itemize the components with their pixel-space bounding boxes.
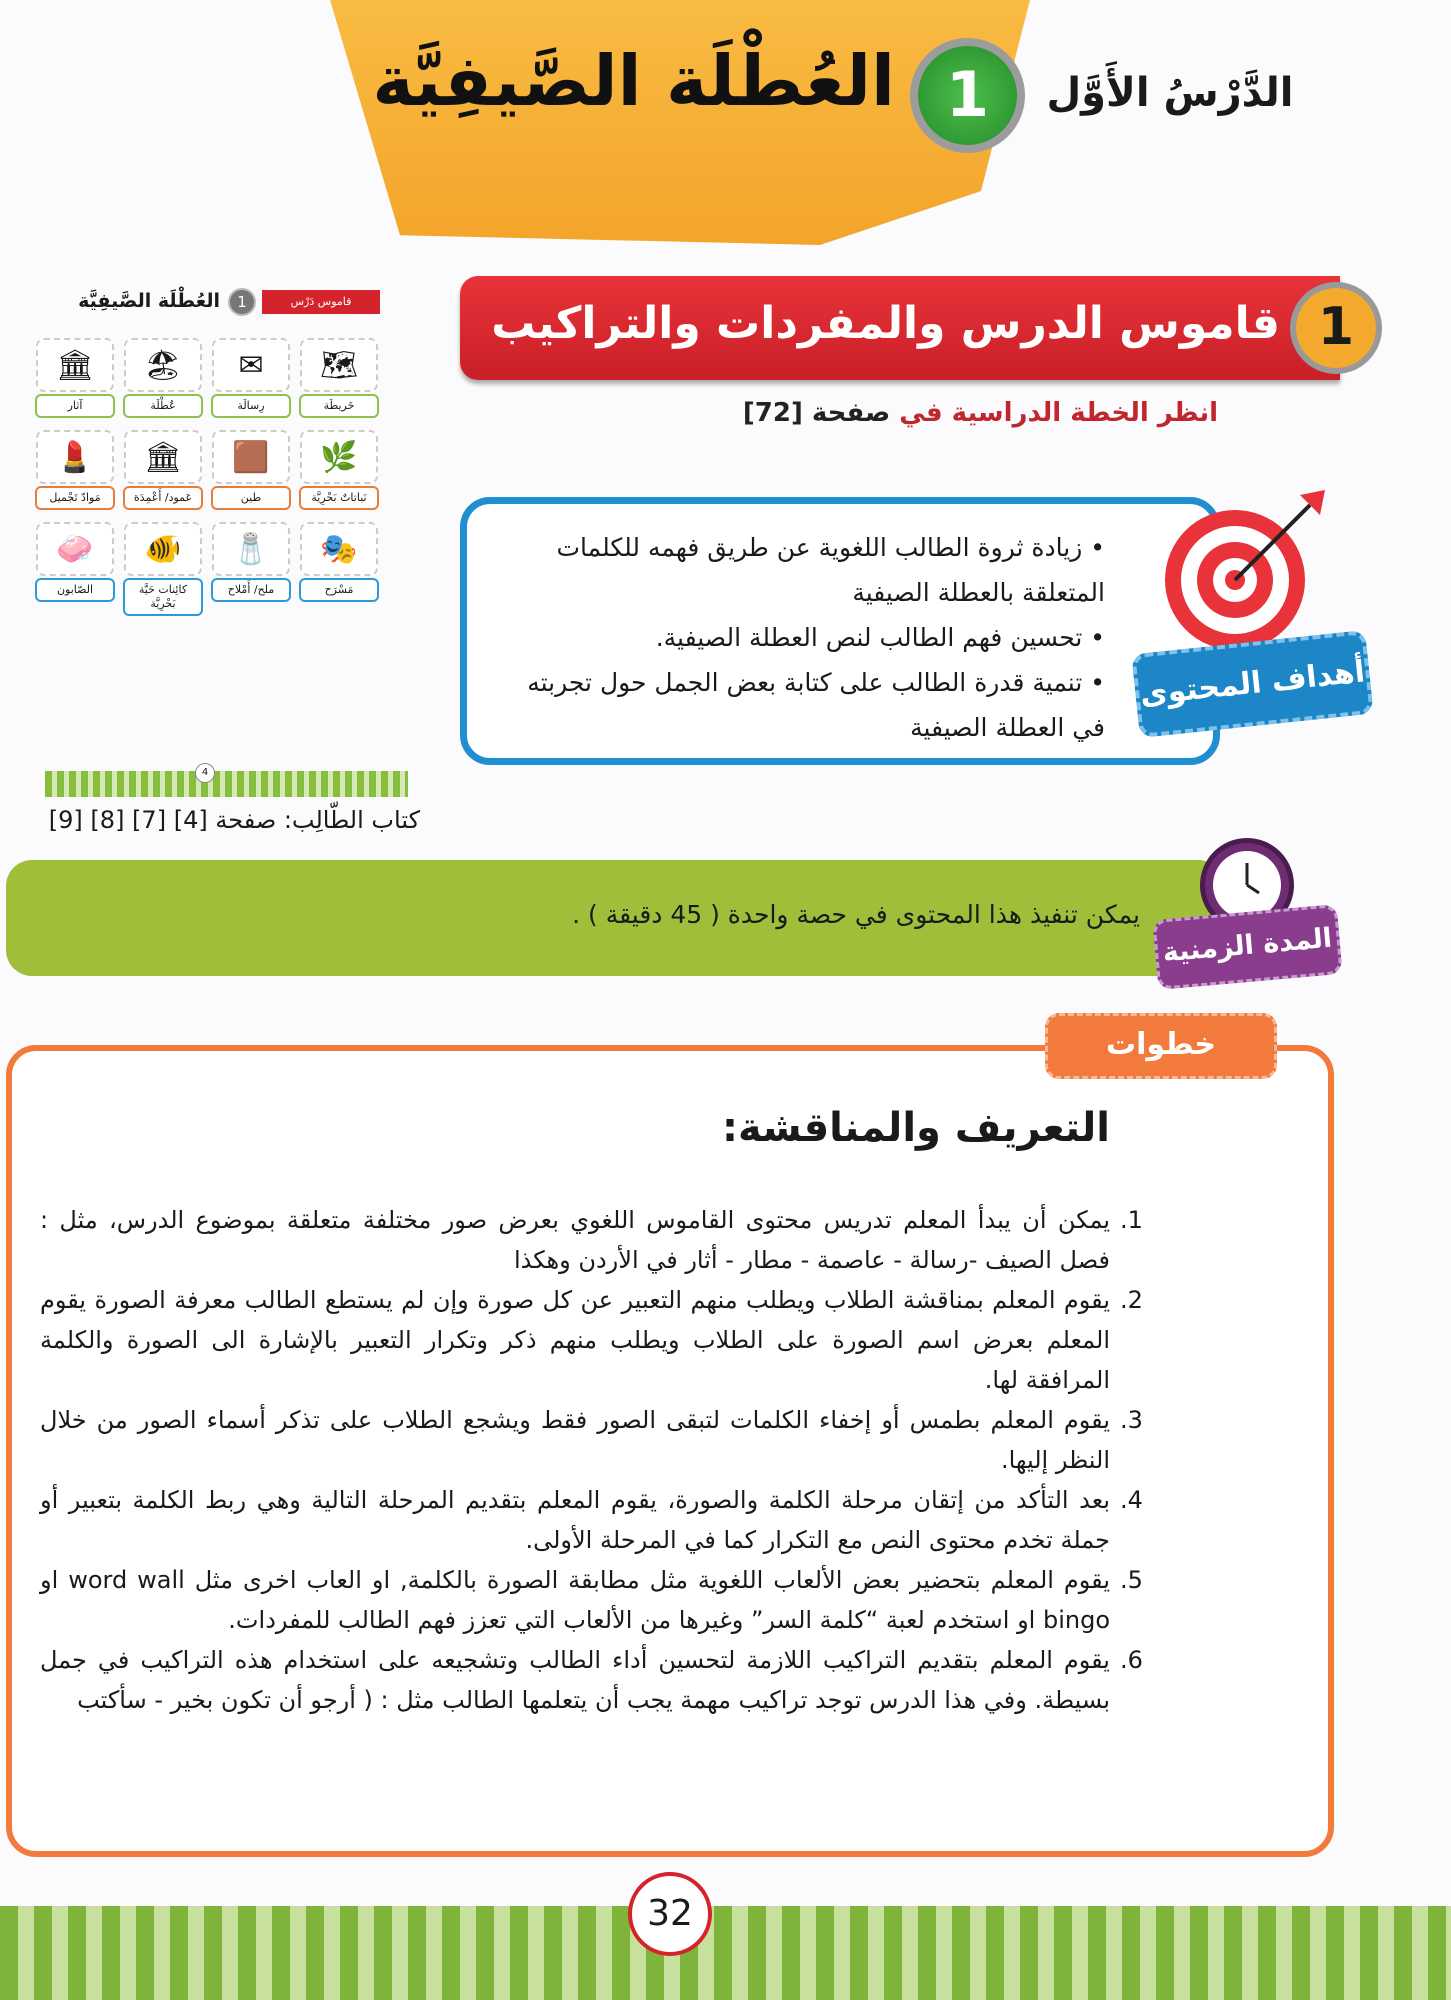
step-text: يقوم المعلم بمناقشة الطلاب ويطلب منهم التعبير عن كل صورة وإن لم يستطع الطالب معرفة الصورة يقوم المعلم بعرض اسم الصورة على الطلاب ويطلب منهم ذكر وتكرار التعبير بالإشارة الى الصورة والكلمة المرافقة لها. [40, 1286, 1110, 1394]
vocab-card [298, 522, 380, 616]
vocab-card [210, 522, 292, 616]
vocab-tag: قاموس دَرْس [262, 290, 380, 314]
vocab-card [210, 430, 292, 510]
step-text: بعد التأكد من إتقان مرحلة الكلمة والصورة، يقوم المعلم بتقديم المرحلة التالية وهي ربط الكلمة بتعبير أو جملة تخدم محتوى النص مع التكرار كما في المرحلة الأولى. [40, 1486, 1110, 1554]
step-text: يقوم المعلم بتقديم التراكيب اللازمة لتحسين أداء الطالب وتشجيعه على استخدام هذه التراكيب في جمل بسيطة. وفي هذا الدرس توجد تراكيب مهمة يجب أن يتعلمها الطالب مثل : ( أرجو أن تكون بخير - سأكتب [40, 1646, 1110, 1714]
envelope-icon: ✉ [212, 338, 290, 392]
student-book-pages: كتاب الطّالِب: صفحة [4] [7] [8] [9] [48, 806, 420, 834]
section-number-badge: 1 [1290, 282, 1382, 374]
cosmetics-icon: 💄 [36, 430, 114, 484]
goal-item: • تنمية قدرة الطالب على كتابة بعض الجمل حول تجربته في العطلة الصيفية [490, 660, 1105, 750]
vocab-grid [30, 338, 380, 616]
step-text: يقوم المعلم بطمس أو إخفاء الكلمات لتبقى الصور فقط ويشجع الطلاب على تذكر أسماء الصور من خلال النظر إليها. [40, 1406, 1110, 1474]
vocabulary-panel [30, 290, 380, 625]
vocab-label: ملح/ أَمْلاح [211, 578, 291, 602]
step-item [40, 1200, 1160, 1280]
vocab-label: مَوادّ تَجْميل [35, 486, 115, 510]
vocab-label: عَمود/ أَعْمِدَة [123, 486, 203, 510]
goal-item: • زيادة ثروة الطالب اللغوية عن طريق فهمه للكلمات المتعلقة بالعطلة الصيفية [490, 525, 1105, 615]
lesson-number-badge: 1 [910, 38, 1025, 153]
footer-stripes [0, 1906, 1451, 2000]
soap-icon: 🧼 [36, 522, 114, 576]
vocab-card [298, 430, 380, 510]
vocab-label: مَسْرَح [299, 578, 379, 602]
step-item [40, 1280, 1160, 1400]
vocab-label: خَريطَة [299, 394, 379, 418]
step-text: يمكن أن يبدأ المعلم تدريس محتوى القاموس اللغوي بعرض صور مختلفة متعلقة بموضوع الدرس، مثل : فصل الصيف -رسالة - عاصمة - مطار - أثار في الأردن وهكذا [40, 1206, 1110, 1274]
plan-note [600, 398, 1218, 428]
student-book-stripe [45, 771, 408, 797]
vocab-card [34, 522, 116, 616]
column-icon: 🏛 [124, 430, 202, 484]
vocab-label: الصّابون [35, 578, 115, 602]
duration-badge: المدة الزمنية [1152, 904, 1342, 990]
lesson-label: الدَّرْسُ الأَوَّل [1046, 70, 1294, 116]
section-title: قاموس الدرس والمفردات والتراكيب [491, 298, 1280, 349]
page-number: 32 [628, 1872, 712, 1956]
vocab-card [122, 338, 204, 418]
step-text: يقوم المعلم بتحضير بعض الألعاب اللغوية مثل مطابقة الصورة بالكلمة, او العاب اخرى مثل word wall او bingo او استخدم لعبة “كلمة السر” وغيرها من الألعاب التي تعزز فهم الطالب للمفردات. [40, 1566, 1110, 1634]
step-item [40, 1480, 1160, 1560]
map-icon: 🗺 [300, 338, 378, 392]
plan-note-page: صفحة [72] [742, 398, 891, 428]
goal-item: • تحسين فهم الطالب لنص العطلة الصيفية. [490, 615, 1105, 660]
vocab-tag-number: 1 [228, 288, 256, 316]
holiday-icon: 🏖 [124, 338, 202, 392]
vocab-label: رِسالَة [211, 394, 291, 418]
vocab-card [34, 430, 116, 510]
vocab-label: كائِنات حَيَّة بَحْرِيَّة [123, 578, 203, 616]
step-number: 2. [1120, 1286, 1143, 1314]
vocab-label: عُطْلَة [123, 394, 203, 418]
step-number: 5. [1120, 1566, 1143, 1594]
stripe-page-number: 4 [195, 763, 215, 783]
teaching-steps-badge: خطوات التدريس [1045, 1013, 1277, 1079]
vocab-card [210, 338, 292, 418]
vocab-card [34, 338, 116, 418]
vocab-title: العُطْلَة الصَّيفِيَّة [78, 290, 220, 312]
step-number: 6. [1120, 1646, 1143, 1674]
step-number: 4. [1120, 1486, 1143, 1514]
vocab-label: آثار [35, 394, 115, 418]
salt-icon: 🧂 [212, 522, 290, 576]
theater-icon: 🎭 [300, 522, 378, 576]
ruins-icon: 🏛 [36, 338, 114, 392]
vocab-card [122, 522, 204, 616]
mud-icon: 🟫 [212, 430, 290, 484]
steps-heading: التعريف والمناقشة: [721, 1105, 1110, 1151]
target-icon [1160, 490, 1330, 650]
goals-badge: أهداف المحتوى [1131, 630, 1373, 738]
sea-creatures-icon: 🐠 [124, 522, 202, 576]
step-item [40, 1640, 1160, 1720]
step-item [40, 1400, 1160, 1480]
step-item [40, 1560, 1160, 1640]
vocab-label: طين [211, 486, 291, 510]
plan-note-prefix: انظر الخطة الدراسية في [899, 398, 1218, 428]
steps-list [40, 1200, 1160, 1720]
seaweed-icon: 🌿 [300, 430, 378, 484]
step-number: 3. [1120, 1406, 1143, 1434]
step-number: 1. [1120, 1206, 1143, 1234]
vocab-card [122, 430, 204, 510]
goals-list [490, 525, 1105, 750]
duration-text: يمكن تنفيذ هذا المحتوى في حصة واحدة ( 45 دقيقة ) . [572, 900, 1140, 929]
lesson-title: العُطْلَة الصَّيفِيَّة [372, 40, 895, 122]
vocab-label: نَباتاتٌ بَحْرِيَّة [299, 486, 379, 510]
vocab-card [298, 338, 380, 418]
